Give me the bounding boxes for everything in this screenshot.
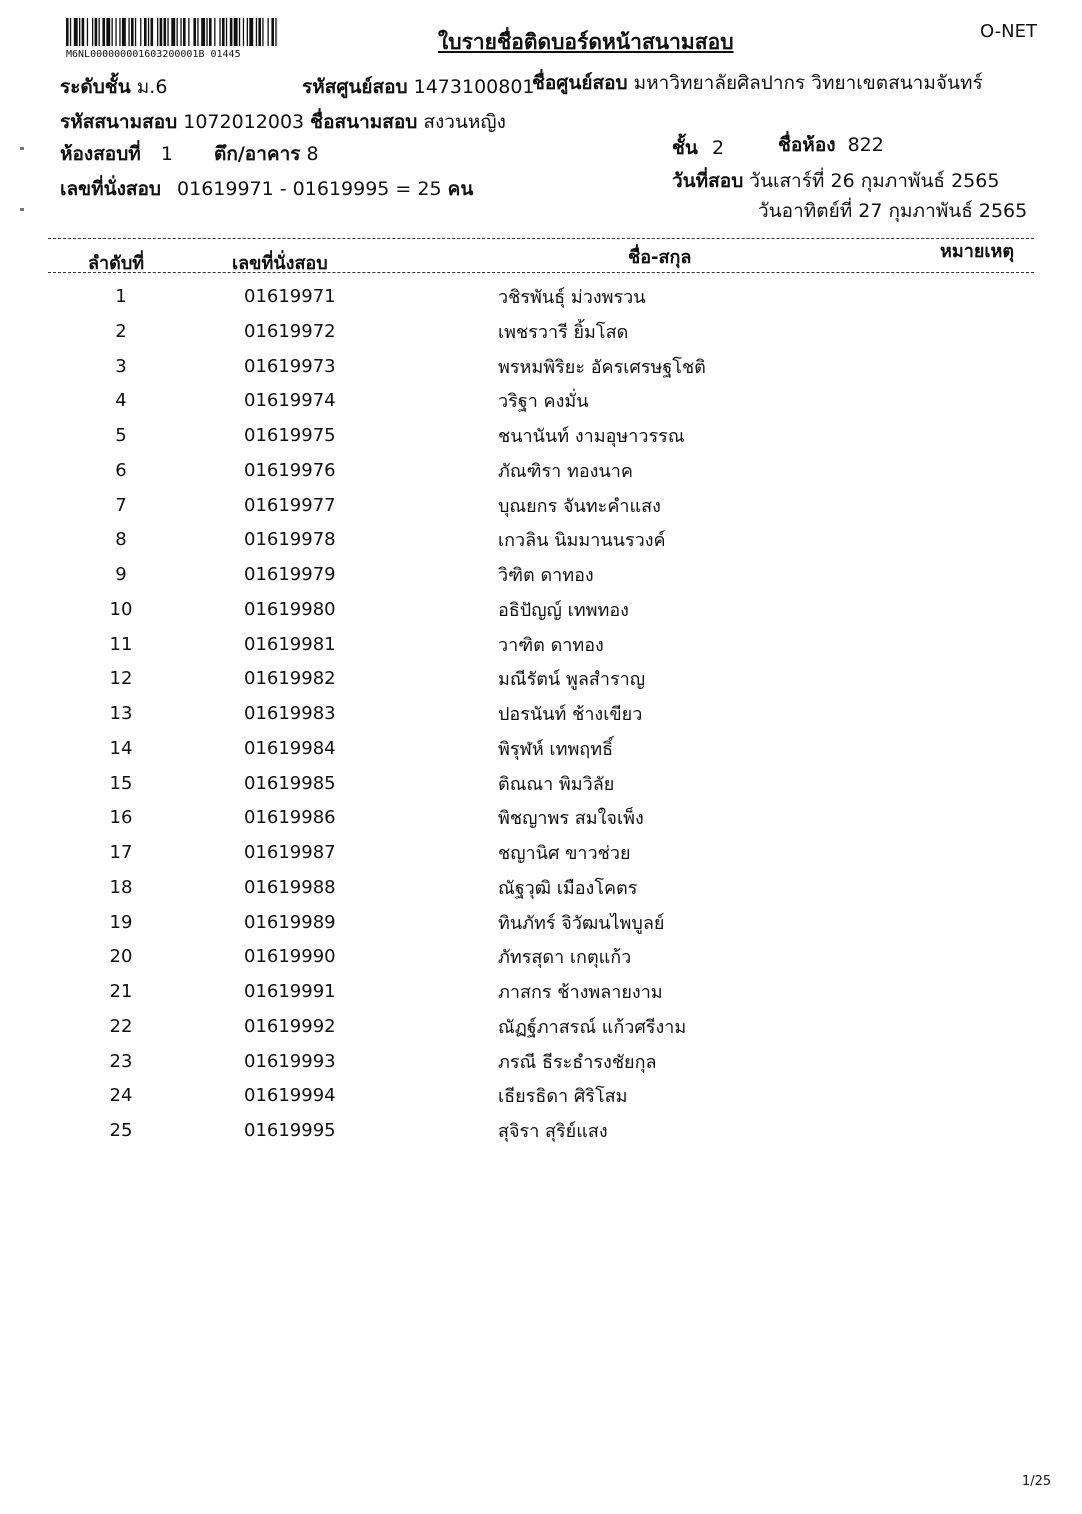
venue-name-label: ชื่อสนามสอบ (310, 111, 418, 133)
venue-code-label: รหัสสนามสอบ (60, 111, 178, 133)
seat-number: 01619973 (244, 355, 336, 377)
row-number: 5 (115, 425, 127, 446)
student-name: ปอรนันท์ ช้างเขียว (498, 704, 643, 725)
row-number: 19 (109, 911, 133, 933)
seat-number: 01619986 (244, 807, 336, 829)
student-name: เกวลิน นิมมานนรวงค์ (498, 530, 666, 552)
barcode-text: M6NL000000001603200001B 01445 (66, 49, 241, 60)
seat-number: 01619978 (244, 529, 336, 551)
table-row (0, 738, 1082, 772)
row-number: 4 (115, 390, 127, 412)
student-name: ชญานิศ ขาวช่วย (498, 843, 631, 864)
row-number: 12 (109, 668, 133, 690)
center-code-value: 1473100801 (413, 76, 535, 98)
seat-number: 01619984 (244, 737, 336, 759)
student-name: ติณณา พิมวิลัย (498, 773, 615, 795)
row-number: 2 (115, 320, 127, 342)
student-name: พิรุฬห์ เทพฤทธิ์ (498, 738, 614, 760)
table-row (0, 634, 1082, 668)
seat-number: 01619995 (244, 1120, 336, 1141)
seat-number: 01619976 (244, 459, 336, 481)
table-row (0, 390, 1082, 424)
row-number: 6 (115, 459, 127, 481)
table-row (0, 842, 1082, 876)
building-value: 8 (306, 143, 319, 165)
row-number: 23 (109, 1050, 133, 1072)
room-name-label: ชื่อห้อง (778, 134, 836, 156)
table-row (0, 1051, 1082, 1085)
seat-number: 01619979 (244, 564, 336, 585)
student-name: สุจิรา สุริย์แสง (498, 1121, 608, 1142)
row-number: 9 (115, 564, 127, 585)
col-header-name: ชื่อ-สกุล (628, 247, 692, 268)
scan-mark (20, 147, 24, 150)
student-name: ทินภัทร์ จิวัฒนไพบูลย์ (498, 912, 665, 934)
exam-date-1: วันเสาร์ที่ 26 กุมภาพันธ์ 2565 (749, 170, 1000, 192)
table-row (0, 1120, 1082, 1154)
student-name: ภรณี ธีระธำรงชัยกุล (498, 1051, 657, 1073)
row-number: 24 (109, 1085, 133, 1107)
seat-number: 01619989 (244, 911, 336, 933)
seat-number: 01619985 (244, 772, 336, 794)
student-name: ภัทรสุดา เกตุแก้ว (498, 947, 632, 969)
row-number: 15 (109, 772, 133, 794)
table-row (0, 773, 1082, 807)
table-row (0, 946, 1082, 980)
table-row (0, 321, 1082, 355)
table-row (0, 877, 1082, 911)
table-row (0, 529, 1082, 563)
row-number: 25 (109, 1120, 133, 1141)
floor-label: ชั้น (672, 137, 698, 159)
table-row (0, 912, 1082, 946)
row-number: 22 (109, 1015, 133, 1037)
student-name: เธียรธิดา ศิริโสม (498, 1086, 628, 1108)
page-number: 1/25 (1022, 1474, 1052, 1489)
room-label: ห้องสอบที่ (60, 143, 141, 165)
seat-number: 01619981 (244, 633, 336, 655)
room-name-info (778, 130, 884, 160)
row-number: 14 (109, 737, 133, 759)
barcode-image (66, 18, 278, 46)
header-divider-top (48, 238, 1034, 239)
student-name: วาฑิต ดาทอง (498, 634, 604, 656)
center-name-value: มหาวิทยาลัยศิลปากร วิทยาเขตสนามจันทร์ (633, 72, 983, 94)
row-number: 21 (109, 981, 133, 1002)
scan-mark (20, 208, 24, 211)
seat-number: 01619982 (244, 668, 336, 690)
student-name: ภาสกร ช้างพลายงาม (498, 982, 663, 1003)
seat-number: 01619983 (244, 703, 336, 724)
seat-number: 01619974 (244, 390, 336, 412)
row-number: 1 (115, 286, 127, 307)
student-name: มณีรัตน์ พูลสำราญ (498, 669, 646, 691)
row-number: 18 (109, 876, 133, 898)
level-info (60, 72, 167, 102)
seat-number: 01619987 (244, 842, 336, 863)
document-title: ใบรายชื่อติดบอร์ดหน้าสนามสอบ (438, 30, 734, 54)
table-row (0, 599, 1082, 633)
seat-number: 01619977 (244, 494, 336, 516)
row-number: 10 (109, 598, 133, 620)
table-row (0, 668, 1082, 702)
table-row (0, 460, 1082, 494)
seat-number: 01619993 (244, 1050, 336, 1072)
center-code-label: รหัสศูนย์สอบ (302, 76, 408, 98)
student-name: บุณยกร จันทะคำแสง (498, 495, 661, 517)
table-row (0, 356, 1082, 390)
table-row (0, 807, 1082, 841)
table-row (0, 981, 1082, 1015)
row-number: 3 (115, 355, 127, 377)
table-row (0, 425, 1082, 459)
seat-number: 01619975 (244, 425, 336, 446)
row-number: 8 (115, 529, 127, 551)
seat-number: 01619990 (244, 946, 336, 968)
student-name: อธิปัญญ์ เทพทอง (498, 599, 629, 621)
exam-date-info (672, 166, 999, 196)
row-number: 11 (109, 633, 133, 655)
seat-range-info (60, 174, 473, 204)
row-number: 17 (109, 842, 133, 863)
table-row (0, 495, 1082, 529)
seat-range-unit: คน (447, 178, 474, 200)
floor-value: 2 (711, 137, 725, 159)
student-name: พิชญาพร สมใจเพ็ง (498, 808, 644, 830)
student-name: เพชรวารี ยิ้มโสด (498, 321, 629, 343)
venue-code-value: 1072012003 (183, 111, 305, 133)
student-name: วริฐา คงมั่น (498, 391, 589, 413)
center-name-info (532, 68, 983, 98)
venue-name-value: สงวนหญิง (423, 111, 506, 133)
building-info (214, 139, 319, 169)
table-row (0, 703, 1082, 737)
room-info (60, 139, 173, 169)
student-name: วชิรพันธุ์ ม่วงพรวน (498, 287, 646, 308)
col-header-remark: หมายเหตุ (940, 241, 1015, 262)
table-row (0, 286, 1082, 320)
exam-type: O-NET (980, 21, 1037, 42)
seat-number: 01619972 (244, 320, 336, 342)
col-header-no: ลำดับที่ (88, 253, 145, 274)
level-label: ระดับชั้น (60, 76, 131, 98)
table-row (0, 1016, 1082, 1050)
center-name-label: ชื่อศูนย์สอบ (532, 72, 628, 94)
table-row (0, 564, 1082, 598)
student-name: ณัฐวุฒิ เมืองโคตร (498, 877, 638, 899)
seat-number: 01619991 (244, 981, 336, 1002)
seat-number: 01619971 (244, 286, 336, 307)
exam-date-label: วันที่สอบ (672, 170, 744, 192)
student-name: วิฑิต ดาทอง (498, 565, 594, 586)
exam-date-2: วันอาทิตย์ที่ 27 กุมภาพันธ์ 2565 (758, 200, 1028, 222)
row-number: 7 (115, 494, 127, 516)
seat-number: 01619988 (244, 876, 336, 898)
seat-number: 01619980 (244, 598, 336, 620)
building-label: ตึก/อาคาร (214, 143, 301, 165)
col-header-seat: เลขที่นั่งสอบ (232, 253, 328, 274)
row-number: 20 (109, 946, 133, 968)
student-name: พรหมพิริยะ อัครเศรษฐโชติ (498, 356, 706, 378)
floor-info (672, 133, 724, 163)
level-value: ม.6 (136, 76, 168, 98)
seat-range-value: 01619971 - 01619995 = 25 (177, 178, 442, 200)
venue-info (60, 107, 506, 137)
room-name-value: 822 (847, 134, 884, 156)
table-row (0, 1085, 1082, 1119)
room-value: 1 (160, 143, 173, 165)
student-name: ชนานันท์ งามอุษาวรรณ (498, 426, 685, 447)
row-number: 13 (109, 703, 133, 724)
student-name: ณัฏฐ์ภาสรณ์ แก้วศรีงาม (498, 1016, 687, 1038)
student-name: ภัณฑิรา ทองนาค (498, 460, 633, 482)
seat-range-label: เลขที่นั่งสอบ (60, 178, 161, 200)
header-divider-bottom (48, 272, 1034, 273)
seat-number: 01619994 (244, 1085, 336, 1107)
seat-number: 01619992 (244, 1015, 336, 1037)
center-code-info (302, 72, 535, 102)
row-number: 16 (109, 807, 133, 829)
